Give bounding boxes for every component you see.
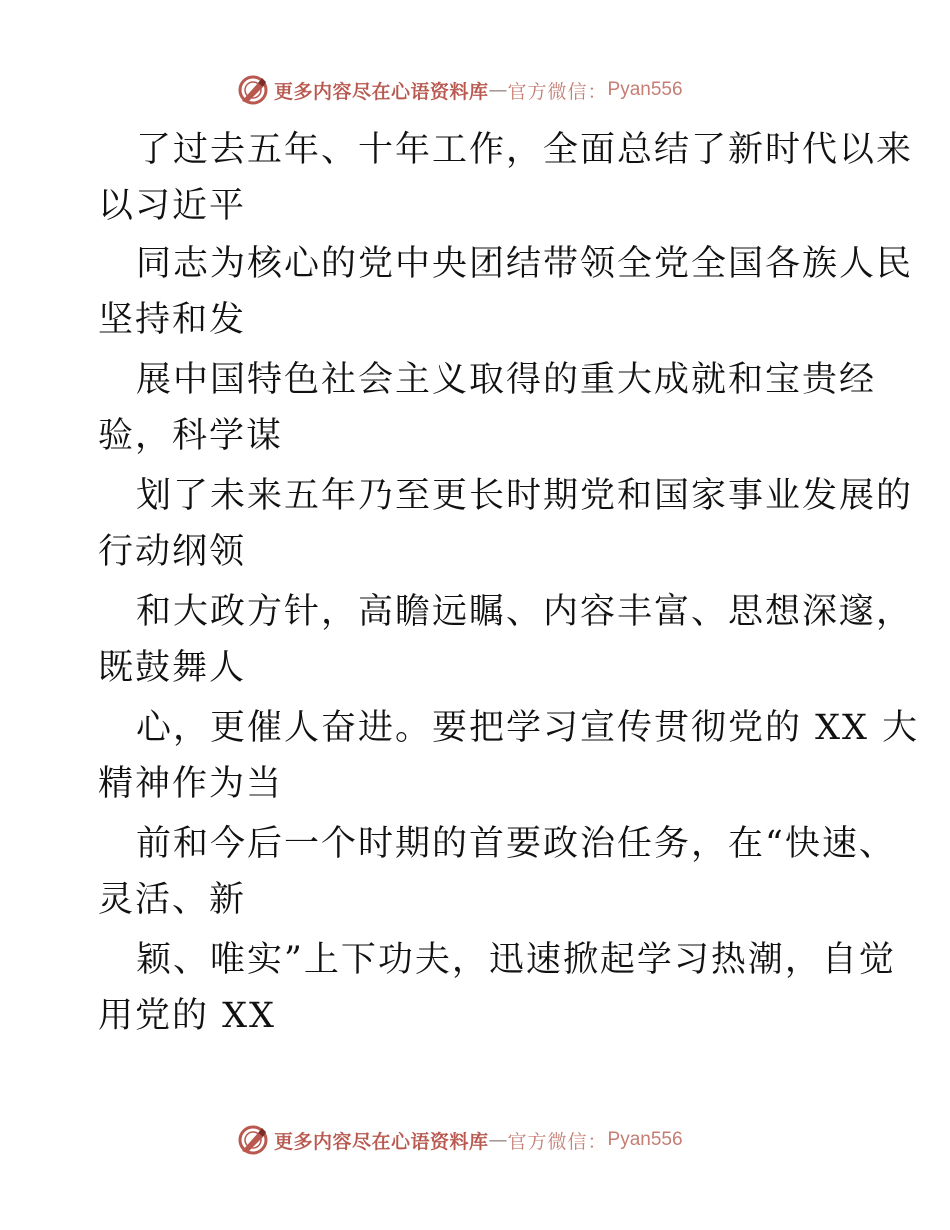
text-line: 和大政方针，高瞻远瞩、内容丰富、思想深邃， — [136, 592, 914, 632]
text-line: 心，更催人奋进。要把学习宣传贯彻党的 XX 大 — [136, 708, 920, 748]
text-line: 坚持和发 — [98, 300, 247, 340]
text-line: 用党的 XX — [98, 996, 276, 1036]
text-line: 验，科学谋 — [98, 416, 284, 456]
footer-banner — [236, 1122, 683, 1158]
text-line: 同志为核心的党中央团结带领全党全国各族人民 — [136, 244, 914, 284]
text-line: 了过去五年、十年工作，全面总结了新时代以来 — [136, 130, 914, 170]
text-line: 划了未来五年乃至更长时期党和国家事业发展的 — [136, 476, 914, 516]
banner-dash: — — [488, 79, 508, 101]
pen-logo-icon — [236, 73, 270, 107]
text-line: 展中国特色社会主义取得的重大成就和宝贵经 — [136, 360, 877, 400]
pen-logo-icon — [236, 1123, 270, 1157]
header-banner — [236, 72, 683, 108]
banner-official-label: 官方微信： — [507, 80, 608, 103]
banner-brand-text: 更多内容尽在心语资料库 — [274, 80, 489, 103]
banner-brand-text: 更多内容尽在心语资料库 — [274, 1130, 489, 1153]
text-line: 以习近平 — [98, 186, 247, 226]
text-line: 精神作为当 — [98, 764, 284, 804]
banner-wechat-id: Pyan556 — [607, 1129, 683, 1150]
banner-dash: — — [488, 1129, 508, 1151]
text-line: 颖、唯实”上下功夫，迅速掀起学习热潮，自觉 — [136, 940, 896, 980]
banner-wechat-id: Pyan556 — [607, 79, 683, 100]
banner-official-label: 官方微信： — [507, 1130, 608, 1153]
text-line: 灵活、新 — [98, 880, 247, 920]
text-line: 既鼓舞人 — [98, 648, 247, 688]
text-line: 行动纲领 — [98, 532, 247, 572]
text-line: 前和今后一个时期的首要政治任务，在“快速、 — [136, 824, 896, 864]
